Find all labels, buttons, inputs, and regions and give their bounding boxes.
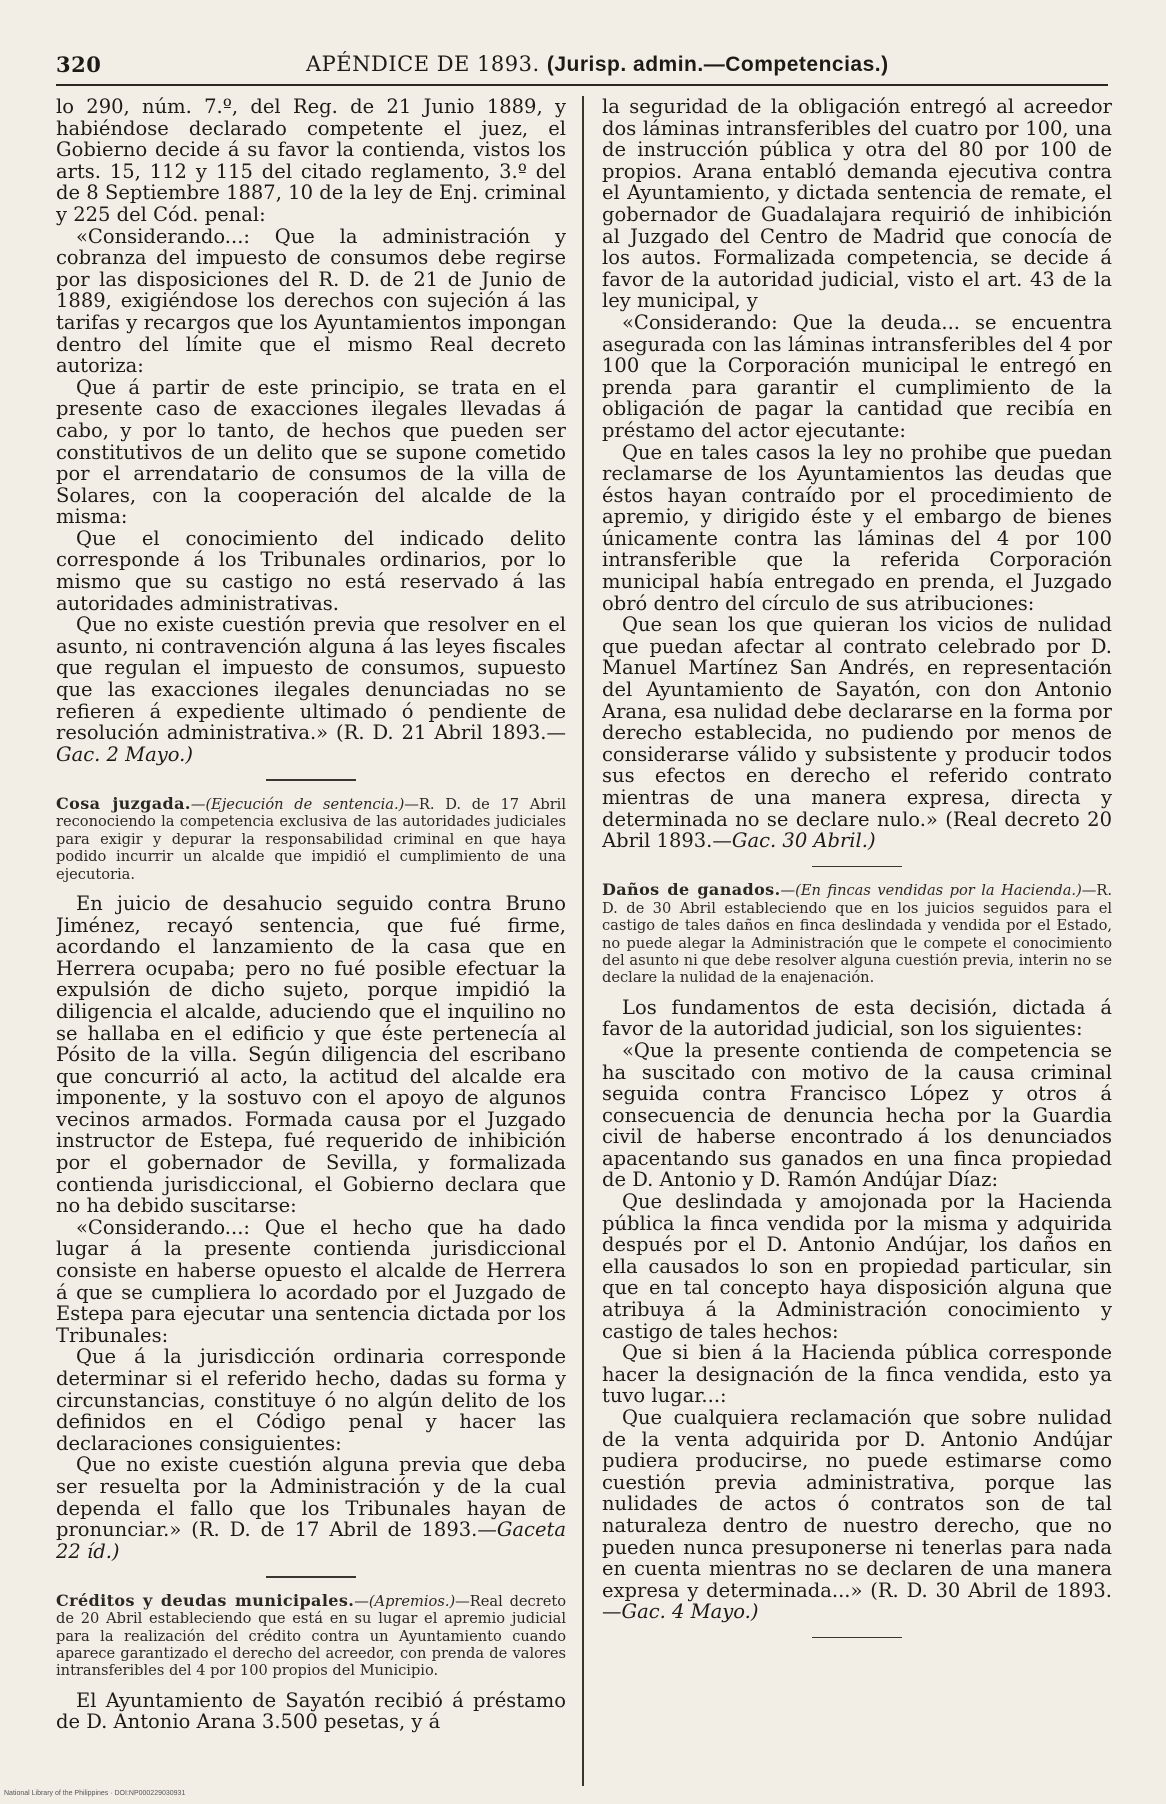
paragraph: Los fundamentos de esta decisión, dictada á favor de la autoridad judicial, son los siguientes: xyxy=(602,995,1112,1041)
section-summary xyxy=(602,881,1112,986)
section-heading: Daños de ganados. xyxy=(602,880,781,900)
paragraph: lo 290, núm. 7.º, del Reg. de 21 Junio 1889, y habiéndose declarado competente el juez, el Gobierno decide á su favor la contienda, vistos los arts. 15, 112 y 115 del citado reglamento, 3.º del de 8 Septiembre 1887, 10 de la ley de Enj. criminal y 225 del Cód. penal: xyxy=(56,96,566,226)
paragraph-text: Que no existe cuestión previa que resolver en el asunto, ni contravención alguna á las leyes fiscales que regulan el impuesto de consumos, supuesto que las exacciones ilegales denunciadas no se refieren á expediente ultimado ó pendiente de resolución administrativa.» (R. D. 21 Abril 1893.— xyxy=(56,613,566,745)
section-heading: Créditos y deudas municipales. xyxy=(56,1590,355,1610)
paragraph: Que á partir de este principio, se trata en el presente caso de exacciones ilegales llevadas á cabo, y por lo tanto, de hechos que pueden ser constitutivos de un delito que se supone cometido por el arrendatario de consumos de la villa de Solares, con la cooperación del alcalde de la misma: xyxy=(56,375,566,529)
paragraph-text: Que no existe cuestión alguna previa que deba ser resuelta por la Administración y de la cual dependa el fallo que los Tribunales hayan de pronunciar.» (R. D. de 17 Abril de 1893.— xyxy=(56,1453,566,1542)
section-subheading: —(En fincas vendidas por la Hacienda.) xyxy=(780,882,1082,900)
paragraph: Que si bien á la Hacienda pública corresponde hacer la designación de la finca vendida, esto ya tuvo lugar...: xyxy=(602,1341,1112,1408)
paragraph: «Que la presente contienda de competencia se ha suscitado con motivo de la causa criminal seguida contra Francisco López y otros á consecuencia de denuncia hecha por la Guardia civil de haberse encontrado á los denunciados apacentando sus ganados en una finca propiedad de D. Antonio y D. Ramón Andújar Díaz: xyxy=(602,1038,1112,1192)
section-summary-text: —R. D. de 17 Abril reconociendo la competencia exclusiva de las autoridades judiciales para exigir y depurar la responsabilidad criminal en que haya podido incurrir un alcalde que impidió el cumplimiento de una ejecutoria. xyxy=(56,795,566,883)
right-column xyxy=(602,96,1112,1796)
paragraph: Que en tales casos la ley no prohibe que puedan reclamarse de los Ayuntamientos las deudas que éstos hayan contraído por el procedimiento de apremio, y dirigido éste y el embargo de bienes únicamente contra las láminas del 4 por 100 intransferible que la referida Corporación municipal había entregado en prenda, el Juzgado obró dentro del círculo de sus atribuciones: xyxy=(602,440,1112,615)
section-summary-text: —R. D. de 30 Abril estableciendo que en los juicios seguidos para el castigo de tales daños en finca deslindada y vendida por el Estado, no puede alegar la Administración que le compete el conocimiento del asunto ni que debe resolver alguna cuestión previa, interin no se declare la nulidad de la enajenación. xyxy=(602,882,1112,987)
scan-footer: National Library of the Philippines · DOI:NP000229030931 xyxy=(4,1790,186,1797)
paragraph xyxy=(56,614,566,765)
section-separator xyxy=(812,1637,902,1639)
gazette-citation: Gaceta 22 íd.) xyxy=(56,1518,566,1563)
page-header xyxy=(56,52,1106,86)
section-subheading: —(Ejecución de sentencia.) xyxy=(190,795,405,813)
paragraph xyxy=(602,1407,1112,1623)
paragraph: En juicio de desahucio seguido contra Bruno Jiménez, recayó sentencia, que fué firme, acordando el lanzamiento de la casa que en Herrera ocupaba; pero no fué posible efectuar la expulsión de dicho sujeto, porque impidió la diligencia el alcalde, aduciendo que el inquilino no se hallaba en el edificio y que éste pertenecía al Pósito de la villa. Según diligencia del escribano que concurrió al acto, la actitud del alcalde era imponente, y la sostuvo con el apoyo de algunos vecinos armados. Formada causa por el Juzgado instructor de Estepa, fué requerido de inhibición por el gobernador de Sevilla, y formalizada contienda jurisdiccional, el Gobierno declara que no ha debido suscitarse: xyxy=(56,891,566,1218)
paragraph xyxy=(56,1454,566,1562)
section-summary xyxy=(56,795,566,883)
section-summary xyxy=(56,1592,566,1680)
running-title-appendix: APÉNDICE DE 1893. xyxy=(306,52,540,76)
gazette-citation: Gac. 4 Mayo.) xyxy=(621,1600,759,1624)
running-title xyxy=(306,52,889,77)
paragraph: la seguridad de la obligación entregó al acreedor dos láminas intransferibles del cuatro por 100, una de instrucción pública y otra del 80 por 100 de propios. Arana entabló demanda ejecutiva contra el Ayuntamiento, y dictada sentencia de remate, el gobernador de Guadalajara requirió de inhibición al Juzgado del Centro de Madrid que conocía de los autos. Formalizada competencia, se decide á favor de la autoridad judicial, visto el art. 43 de la ley municipal, y xyxy=(602,96,1112,313)
paragraph-text: Que cualquiera reclamación que sobre nulidad de la venta adquirida por D. Antonio Andújar pudiera producirse, no puede estimarse como cuestión previa administrativa, porque las nulidades de actos ó contratos son de tal naturaleza dentro de nuestro derecho, que no pueden nunca presuponerse ni tenerlas para nada en cuenta mientras no se declaren de una manera expresa y determinada...» (R. D. 30 Abril de 1893.— xyxy=(602,1406,1112,1624)
paragraph: Que deslindada y amojonada por la Hacienda pública la finca vendida por la misma y adquirida después por el D. Antonio Andújar, los daños en ella causados lo son en propiedad particular, sin que en tal concepto haya disposición alguna que atribuya á la Administración conocimiento y castigo de tales hechos: xyxy=(602,1190,1112,1343)
gazette-citation: Gac. 2 Mayo.) xyxy=(56,742,193,766)
section-separator xyxy=(266,1576,356,1578)
left-column xyxy=(56,96,566,1796)
section-summary-text: —Real decreto de 20 Abril estableciendo que está en su lugar el apremio judicial para la realización del crédito contra un Ayuntamiento cuando aparece garantizado el derecho del acreedor, con prenda de valores intransferibles del 4 por 100 propios del Municipio. xyxy=(56,1592,566,1680)
paragraph: «Considerando...: Que la administración y cobranza del impuesto de consumos debe regirse por las disposiciones del R. D. de 21 de Junio de 1889, exigiéndose los derechos con sujeción á las tarifas y recargos que los Ayuntamientos impongan dentro del límite que el mismo Real decreto autoriza: xyxy=(56,224,566,378)
page-number: 320 xyxy=(56,52,102,77)
paragraph: El Ayuntamiento de Sayatón recibió á préstamo de D. Antonio Arana 3.500 pesetas, y á xyxy=(56,1688,566,1734)
section-separator xyxy=(266,779,356,781)
paragraph: «Considerando: Que la deuda... se encuentra asegurada con las láminas intransferibles del 4 por 100 que la Corporación municipal le entregó en prenda para garantir el cumplimiento de la obligación de pagar la cantidad que recibía en préstamo del actor ejecutante: xyxy=(602,310,1112,442)
paragraph: Que á la jurisdicción ordinaria corresponde determinar si el referido hecho, dadas su forma y circunstancias, constituye ó no algún delito de los definidos en el Código penal y hacer las declaraciones consiguientes: xyxy=(56,1345,566,1455)
column-divider xyxy=(582,96,584,1786)
running-title-section: (Jurisp. admin.—Competencias.) xyxy=(546,53,889,76)
paragraph-text: Que sean los que quieran los vicios de nulidad que puedan afectar al contrato celebrado por D. Manuel Martínez San Andrés, en representación del Ayuntamiento de Sayatón, con don Antonio Arana, esa nulidad debe declararse en la forma por derecho establecida, no pudiendo por menos de considerarse válido y subsistente y producir todos sus efectos en derecho el referido contrato mientras de una manera expresa, directa y determinada no se declare nulo.» (Real decreto 20 Abril 1893.— xyxy=(602,613,1112,853)
paragraph xyxy=(602,614,1112,852)
section-subheading: —(Apremios.) xyxy=(354,1592,456,1610)
header-rule xyxy=(56,84,1108,86)
section-heading: Cosa juzgada. xyxy=(56,793,191,813)
gazette-citation: Gac. 30 Abril.) xyxy=(731,829,876,853)
paragraph: «Considerando...: Que el hecho que ha dado lugar á la presente contienda jurisdiccional consiste en haberse opuesto el alcalde de Herrera á que se cumpliera lo acordado por el Juzgado de Estepa para ejecutar una sentencia dictada por los Tribunales: xyxy=(56,1215,566,1347)
section-separator xyxy=(812,866,902,868)
paragraph: Que el conocimiento del indicado delito corresponde á los Tribunales ordinarios, por lo mismo que su castigo no está reservado á las autoridades administrativas. xyxy=(56,526,566,615)
